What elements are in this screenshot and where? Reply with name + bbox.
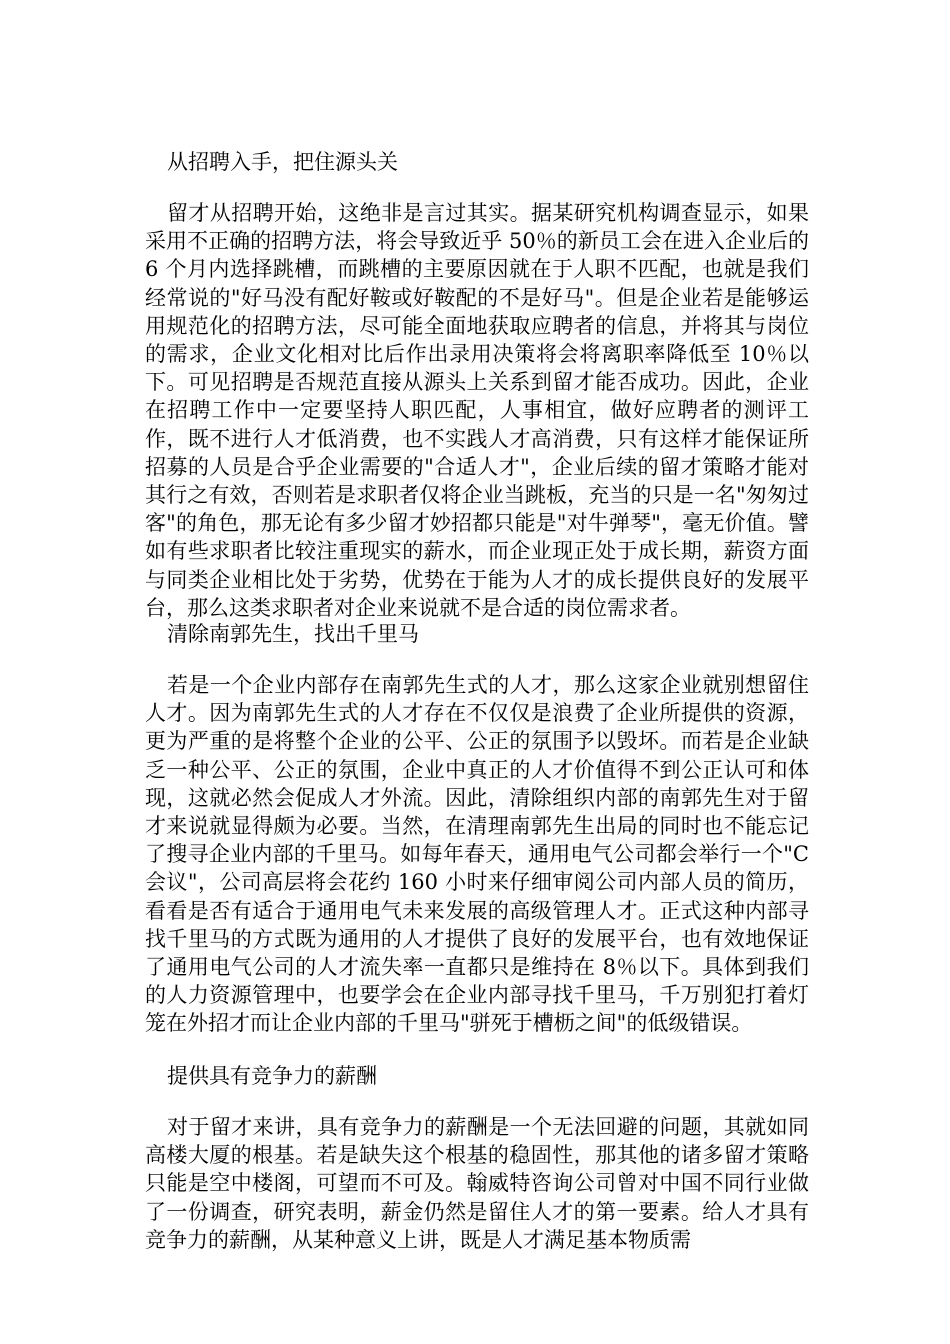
section-heading: 从招聘入手，把住源头关 (167, 150, 398, 174)
section-paragraph: 留才从招聘开始，这绝非是言过其实。据某研究机构调查显示，如果采用不正确的招聘方法，将会导致近乎 50％的新员工会在进入企业后的 6 个月内选择跳槽，而跳槽的主要原因就在于人职不匹配，也就是我们经常说的"好马没有配好鞍或好鞍配的不是好马"。但是企业若是能够运用规范化的招聘方法，尽可能全面地获取应聘者的信息，并将其与岗位的需求，企业文化相对比后作出录用决策将会将离职率降低至 10％以下。可见招聘是否规范直接从源头上关系到留才能否成功。因此，企业在招聘工作中一定要坚持人职匹配，人事相宜，做好应聘者的测评工作，既不进行人才低消费，也不实践人才高消费，只有这样才能保证所招募的人员是合乎企业需要的"合适人才"，企业后续的留才策略才能对其行之有效，否则若是求职者仅将企业当跳板，充当的只是一名"匆匆过客"的角色，那无论有多少留才妙招都只能是"对牛弹琴"，毫无价值。譬如有些求职者比较注重现实的薪水，而企业现正处于成长期，薪资方面与同类企业相比处于劣势，优势在于能为人才的成长提供良好的发展平台，那么这类求职者对企业来说就不是合适的岗位需求者。 (145, 201, 809, 620)
section-heading: 清除南郭先生，找出千里马 (167, 622, 419, 646)
section-heading: 提供具有竞争力的薪酬 (167, 1064, 377, 1088)
section-paragraph: 若是一个企业内部存在南郭先生式的人才，那么这家企业就别想留住人才。因为南郭先生式的人才存在不仅仅是浪费了企业所提供的资源，更为严重的是将整个企业的公平、公正的氛围予以毁坏。而若是企业缺乏一种公平、公正的氛围，企业中真正的人才价值得不到公正认可和体现，这就必然会促成人才外流。因此，清除组织内部的南郭先生对于留才来说就显得颇为必要。当然，在清理南郭先生出局的同时也不能忘记了搜寻企业内部的千里马。如每年春天，通用电气公司都会举行一个"C 会议"，公司高层将会花约 160 小时来仔细审阅公司内部人员的简历，看看是否有适合于通用电气未来发展的高级管理人才。正式这种内部寻找千里马的方式既为通用的人才提供了良好的发展平台，也有效地保证了通用电气公司的人才流失率一直都只是维持在 8％以下。具体到我们的人力资源管理中，也要学会在企业内部寻找千里马，千万别犯打着灯笼在外招才而让企业内部的千里马"骈死于槽枥之间"的低级错误。 (145, 673, 809, 1036)
section-paragraph: 对于留才来讲，具有竞争力的薪酬是一个无法回避的问题，其就如同高楼大厦的根基。若是缺失这个根基的稳固性，那其他的诸多留才策略只能是空中楼阁，可望而不可及。翰威特咨询公司曾对中国不同行业做了一份调查，研究表明，薪金仍然是留住人才的第一要素。给人才具有竞争力的薪酬，从某种意义上讲，既是人才满足基本物质需 (145, 1115, 809, 1252)
